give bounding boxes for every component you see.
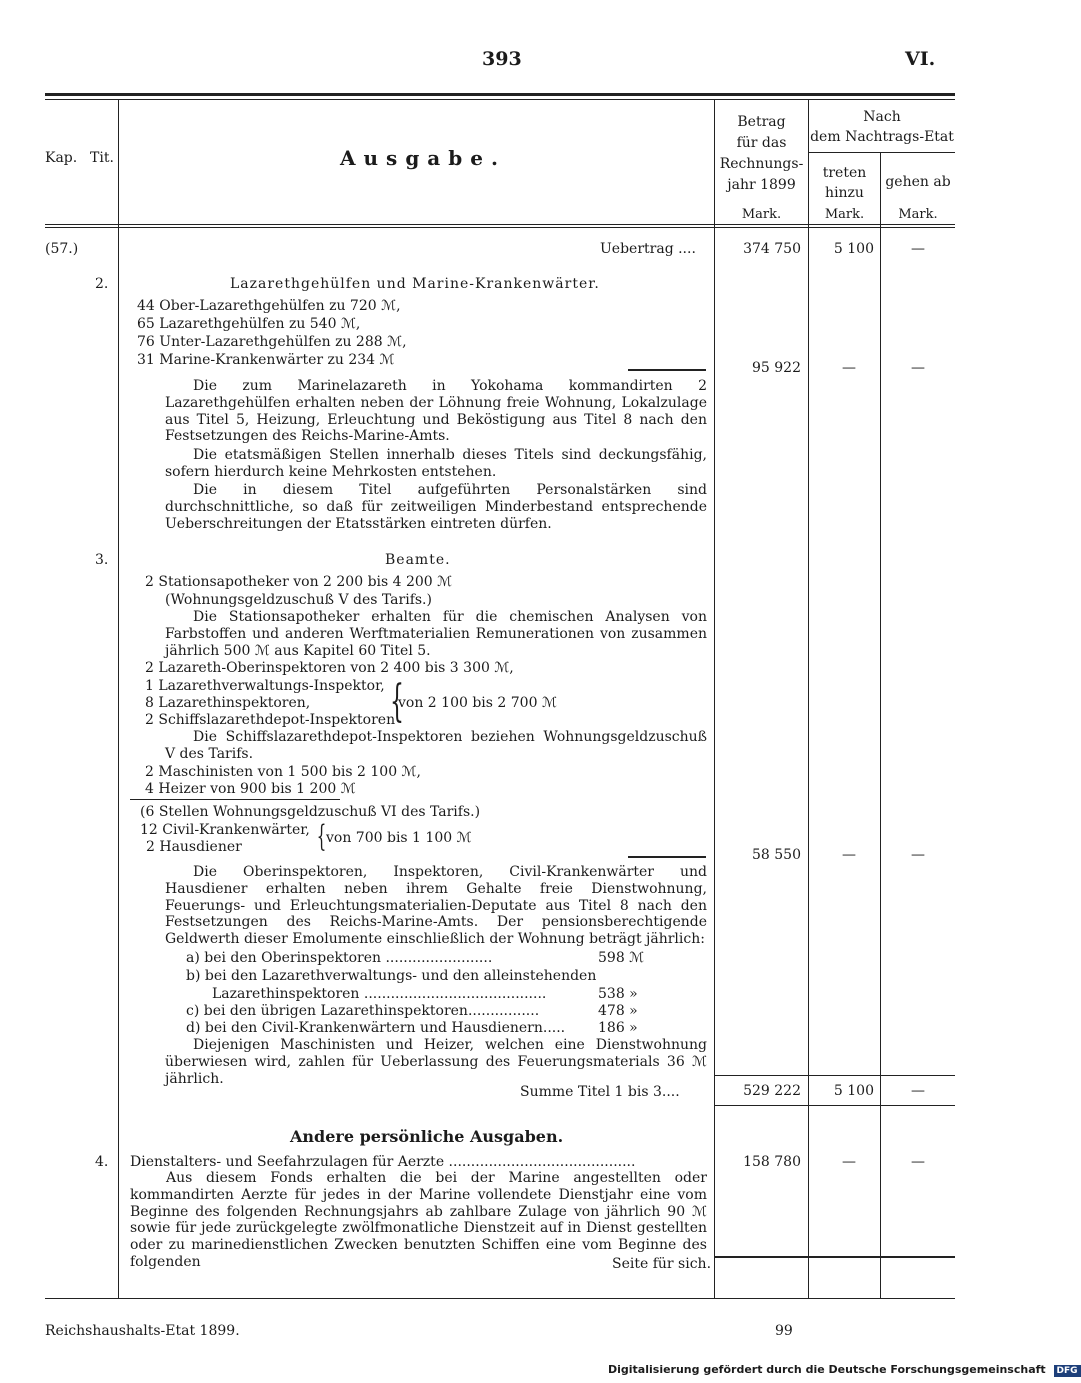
tit2-hinzu: —	[842, 360, 856, 376]
brace-icon: {	[316, 819, 327, 854]
summe-betrag: 529 222	[743, 1083, 801, 1099]
tit3-line: 2 Stationsapotheker von 2 200 bis 4 200 ℳ	[145, 574, 453, 590]
ausgabe-title: Ausgabe.	[340, 146, 506, 170]
header-bottom-rule-2	[45, 227, 955, 228]
tit4-ab: —	[911, 1154, 925, 1170]
col-rule-hinzu	[808, 99, 809, 1299]
summe-ab: —	[911, 1083, 925, 1099]
gehen-header: gehen ab	[885, 174, 951, 190]
col-rule-betrag	[714, 99, 715, 1299]
betrag-header	[715, 112, 808, 196]
top-rule-thin	[45, 99, 955, 100]
tit2-item: 65 Lazarethgehülfen zu 540 ℳ,	[137, 316, 361, 332]
tit3-ab: —	[911, 847, 925, 863]
betrag-header-line: für das	[736, 135, 787, 151]
treten-header	[809, 163, 880, 203]
dfg-logo-icon: DFG	[1054, 1365, 1081, 1377]
page-number: 393	[482, 48, 522, 70]
summe-label: Summe Titel 1 bis 3....	[520, 1084, 680, 1100]
tit-header: Tit.	[90, 150, 114, 166]
tit3-line: (Wohnungsgeldzuschuß V des Tarifs.)	[165, 592, 432, 608]
uebertrag-label: Uebertrag ....	[600, 241, 696, 257]
tit3-subrule	[130, 799, 340, 800]
top-rule-thick	[45, 93, 955, 96]
dfg-note-text: Digitalisierung gefördert durch die Deutsche Forschungsgemeinschaft	[608, 1363, 1046, 1376]
kap-header: Kap.	[45, 150, 78, 166]
tit3-betrag: 58 550	[752, 847, 801, 863]
tit3-group2-salary: von 700 bis 1 100 ℳ	[326, 830, 472, 846]
tit4-rule	[715, 1256, 955, 1258]
unit-ab: Mark.	[898, 207, 938, 222]
tit2-para: Die etatsmäßigen Stellen innerhalb dieses Titels sind deckungsfähig, sofern hierdurch keine Mehrkosten entstehen.	[165, 447, 707, 480]
tit3-line: 4 Heizer von 900 bis 1 200 ℳ	[145, 781, 356, 797]
tit3-sum-rule	[628, 856, 706, 858]
tit-4: 4.	[95, 1154, 109, 1170]
nach-header-line: Nach	[863, 109, 901, 125]
emolument-amount: 478 »	[598, 1003, 638, 1019]
kap-57: (57.)	[45, 241, 79, 257]
tit3-group1-salary: von 2 100 bis 2 700 ℳ	[398, 695, 557, 711]
tit3-group1-item: 2 Schiffslazarethdepot-Inspektoren	[145, 712, 396, 728]
tit2-betrag: 95 922	[752, 360, 801, 376]
tit2-sum-rule	[628, 369, 706, 371]
summe-bottom-rule	[715, 1105, 955, 1106]
tit3-para-apotheker: Die Stationsapotheker erhalten für die chemischen Analysen von Farbstoffen und anderen Werftmaterialien Remunerationen von zusammen jährlich 500 ℳ aus Kapitel 60 Titel 5.	[165, 609, 707, 659]
tit2-para: Die zum Marinelazareth in Yokohama kommandirten 2 Lazarethgehülfen erhalten neben der Löhnung freie Wohnung, Lokalzulage aus Titel 5, Heizung, Erleuchtung und Beköstigung aus Titel 8 nach den Festsetzungen des Reichs-Marine-Amts.	[165, 378, 707, 445]
tit-3: 3.	[95, 552, 109, 568]
tit4-para: Aus diesem Fonds erhalten die bei der Marine angestellten oder kommandirten Aerzte für jedes in der Marine vollendete Dienstjahr eine vom Beginne des folgenden Rechnungsjahrs ab zahlbare Zulage von jährlich 90 ℳ sowie für jede zurückgelegte zwölfmonatliche Dienstzeit auf in Dienst gestellten oder zu marinedienstlichen Zwecken benutzten Schiffen eine vom Beginne des folgenden	[130, 1170, 707, 1270]
treten-header-line: hinzu	[825, 185, 864, 201]
tit3-para-depot: Die Schiffslazarethdepot-Inspektoren beziehen Wohnungsgeldzuschuß V des Tarifs.	[165, 729, 707, 762]
andere-heading: Andere persönliche Ausgaben.	[290, 1127, 564, 1146]
emolument-label: c) bei den übrigen Lazarethinspektoren................	[186, 1003, 540, 1019]
unit-betrag: Mark.	[741, 207, 782, 222]
uebertrag-betrag: 374 750	[743, 241, 801, 257]
brace-icon: {	[390, 676, 404, 727]
uebertrag-ab: —	[911, 241, 925, 257]
tit3-hinzu: —	[842, 847, 856, 863]
betrag-header-line: Rechnungs-	[719, 156, 804, 172]
nach-header-line: dem Nachtrags-Etat	[810, 129, 954, 145]
footer-title: Reichshaushalts-Etat 1899.	[45, 1323, 240, 1339]
tit3-group1-item: 1 Lazarethverwaltungs-Inspektor,	[145, 678, 385, 694]
emolument-label: Lazarethinspektoren .........................................	[212, 986, 547, 1002]
tit4-betrag: 158 780	[743, 1154, 801, 1170]
tit3-para-maschinisten: Diejenigen Maschinisten und Heizer, welchen eine Dienstwohnung überwiesen wird, zahlen für Ueberlassung des Feuerungsmaterials 36 ℳ jährlich.	[165, 1037, 707, 1087]
tit4-hinzu: —	[842, 1154, 856, 1170]
tit2-ab: —	[911, 360, 925, 376]
tit3-line: 2 Lazareth-Oberinspektoren von 2 400 bis 3 300 ℳ,	[145, 660, 514, 676]
emolument-amount: 186 »	[598, 1020, 638, 1036]
footer-page: 99	[775, 1323, 793, 1339]
treten-header-line: treten	[822, 165, 867, 181]
nach-header	[809, 107, 955, 147]
col-rule-tit	[118, 99, 119, 1299]
tit-2: 2.	[95, 276, 109, 292]
tit3-group2-item: 2 Hausdiener	[146, 839, 242, 855]
summe-top-rule	[715, 1075, 955, 1076]
section-number: VI.	[905, 48, 936, 70]
uebertrag-hinzu: 5 100	[833, 241, 874, 257]
unit-hinzu: Mark.	[824, 207, 865, 222]
betrag-header-line: Betrag	[737, 114, 786, 130]
tit3-line: (6 Stellen Wohnungsgeldzuschuß VI des Tarifs.)	[140, 804, 481, 820]
tit2-para: Die in diesem Titel aufgeführten Personalstärken sind durchschnittliche, so daß für zeitweiligen Minderbestand entsprechende Ueberschreitungen der Etatsstärken eintreten dürfen.	[165, 482, 707, 532]
tit2-item: 31 Marine-Krankenwärter zu 234 ℳ	[137, 352, 395, 368]
tit3-heading: Beamte.	[385, 552, 451, 568]
tit4-label: Dienstalters- und Seefahrzulagen für Aerzte ..........................................	[130, 1154, 636, 1170]
tit2-heading: Lazarethgehülfen und Marine-Krankenwärter.	[230, 276, 600, 292]
bottom-rule	[45, 1298, 955, 1299]
tit3-group1-item: 8 Lazarethinspektoren,	[145, 695, 311, 711]
tit4-continuation: Seite für sich.	[612, 1256, 712, 1272]
tit3-group2-item: 12 Civil-Krankenwärter,	[140, 822, 310, 838]
dfg-note	[608, 1363, 1081, 1377]
emolument-label: d) bei den Civil-Krankenwärtern und Hausdienern.....	[186, 1020, 566, 1036]
emolument-amount: 598 ℳ	[598, 950, 645, 966]
emolument-label: a) bei den Oberinspektoren ........................	[186, 950, 493, 966]
tit3-para-ober: Die Oberinspektoren, Inspektoren, Civil-Krankenwärter und Hausdiener erhalten neben ihrem Gehalte freie Dienstwohnung, Feuerungs- und Erleuchtungsmaterialien-Deputate aus Titel 8 nach den Festsetzungen des Reichs-Marine-Amts. Der pensionsberechtigende Geldwerth dieser Emolumente einschließlich der Wohnung beträgt jährlich:	[165, 864, 707, 948]
tit3-line: 2 Maschinisten von 1 500 bis 2 100 ℳ,	[145, 764, 421, 780]
emolument-amount: 538 »	[598, 986, 638, 1002]
tit2-item: 44 Ober-Lazarethgehülfen zu 720 ℳ,	[137, 298, 401, 314]
col-rule-ab	[880, 152, 881, 1299]
header-bottom-rule	[45, 224, 955, 225]
tit2-item: 76 Unter-Lazarethgehülfen zu 288 ℳ,	[137, 334, 407, 350]
nach-subrule	[809, 152, 955, 153]
betrag-header-line: jahr 1899	[727, 177, 796, 193]
summe-hinzu: 5 100	[833, 1083, 874, 1099]
emolument-label: b) bei den Lazarethverwaltungs- und den alleinstehenden	[186, 968, 597, 984]
